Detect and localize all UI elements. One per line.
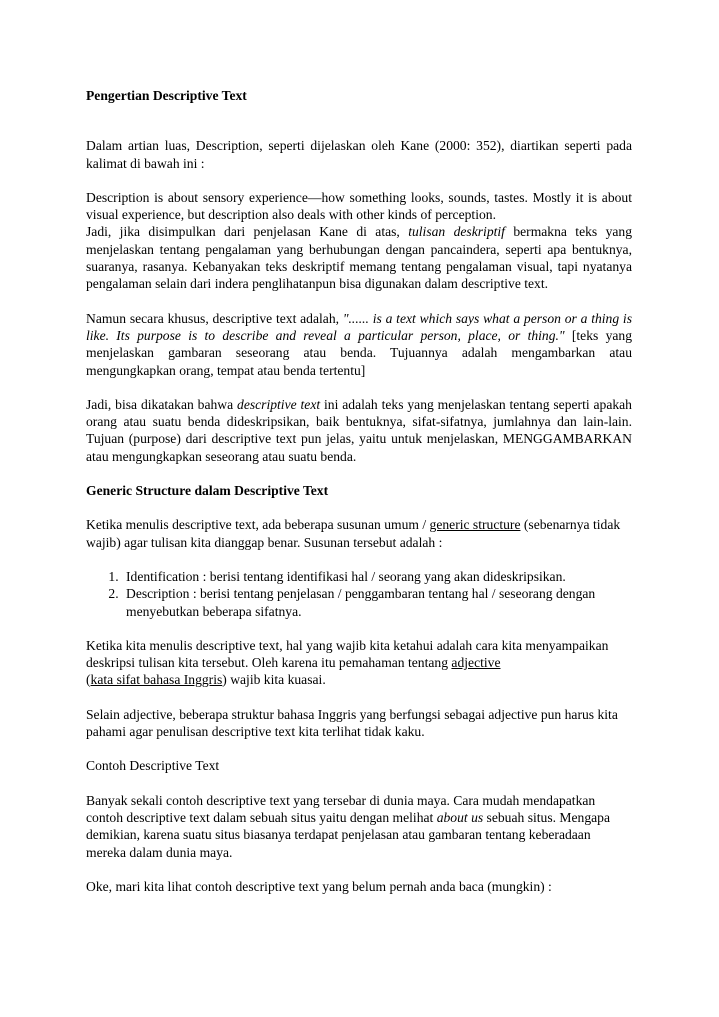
structure-list xyxy=(86,568,632,620)
definition-paragraph: Namun secara khusus, descriptive text adalah, "...... is a text which says what a person or a thing is like. Its purpose is to describe and reveal a particular person, place, or thing." [teks yang menjelaskan gambaran seseorang atau benda. Tujuannya adalah mengambarkan atau mengungkapkan orang, tempat atau benda tertentu] xyxy=(86,310,633,378)
page-title: Pengertian Descriptive Text xyxy=(86,88,247,103)
kane-quote: Description is about sensory experience—how something looks, sounds, tastes. Mostly it is about visual experience, but description also deals with other kinds of perception. xyxy=(86,189,632,223)
intro-paragraph: Dalam artian luas, Description, seperti dijelaskan oleh Kane (2000: 352), diartikan seperti pada kalimat di bawah ini : xyxy=(86,138,632,171)
adjective-link[interactable]: adjective xyxy=(451,655,501,671)
generic-structure-paragraph: Ketika menulis descriptive text, ada beberapa susunan umum / generic structure (sebenarnya tidak wajib) agar tulisan kita dianggap benar. Susunan tersebut adalah : xyxy=(86,517,621,550)
section-heading-contoh: Contoh Descriptive Text xyxy=(86,758,220,774)
kata-sifat-link[interactable]: kata sifat bahasa Inggris xyxy=(90,672,223,688)
summary-paragraph: Jadi, bisa dikatakan bahwa descriptive text ini adalah teks yang menjelaskan tentang seperti apakah orang atau suatu benda dideskripsikan, baik bentuknya, sifat-sifatnya, jumlahnya dan lain-lain. Tujuan (purpose) dari descriptive text pun jelas, yaitu untuk menjelaskan, MENGGAMBARKAN atau mengungkapkan seseorang atau suatu benda. xyxy=(86,396,632,464)
conclusion-paragraph: Jadi, jika disimpulkan dari penjelasan Kane di atas, tulisan deskriptif bermakna teks yang menjelaskan tentang pengalaman yang berhubungan dengan pancaindera, seperti apa bentuknya, suaranya, rasanya. Kebanyakan teks deskriptif memang tentang pengalaman visual, tapi nyatanya pengalaman selain dari indera penglihatanpun bisa digunakan dalam descriptive text. xyxy=(86,224,632,292)
list-item: 2. Description : berisi tentang penjelasan / penggambaran tentang hal / seseorang dengan menyebutkan beberapa sifatnya. xyxy=(122,585,632,620)
definition-quote: "...... is a text which says what a person or a thing is like. Its purpose is to describe and reveal a particular person, place, or thing." xyxy=(86,310,633,343)
emphasis: descriptive text xyxy=(237,396,321,412)
adjective-paragraph: Ketika kita menulis descriptive text, hal yang wajib kita ketahui adalah cara kita menyampaikan deskripsi tulisan kita tersebut. Oleh karena itu pemahaman tentang adjective (kata sifat bahasa Inggris) wajib kita kuasai. xyxy=(86,637,609,688)
section-heading-generic-structure: Generic Structure dalam Descriptive Text xyxy=(86,483,329,499)
emphasis: tulisan deskriptif xyxy=(408,224,505,240)
closing-paragraph: Oke, mari kita lihat contoh descriptive text yang belum pernah anda baca (mungkin) : xyxy=(86,878,552,894)
generic-structure-link[interactable]: generic structure xyxy=(429,517,521,533)
contoh-paragraph: Banyak sekali contoh descriptive text yang tersebar di dunia maya. Cara mudah mendapatkan contoh descriptive text dalam sebuah situs yaitu dengan melihat about us sebuah situs. Mengapa demikian, karena suatu situs biasanya terdapat penjelasan atau gambaran tentang keberadaan mereka dalam dunia maya. xyxy=(86,792,611,860)
selain-paragraph: Selain adjective, beberapa struktur bahasa Inggris yang berfungsi sebagai adjective pun harus kita pahami agar penulisan descriptive text kita terlihat tidak kaku. xyxy=(86,706,618,740)
emphasis: about us xyxy=(436,809,484,825)
document-page xyxy=(86,87,632,895)
list-item: 1. Identification : berisi tentang identifikasi hal / seorang yang akan dideskripsikan. xyxy=(122,568,632,585)
